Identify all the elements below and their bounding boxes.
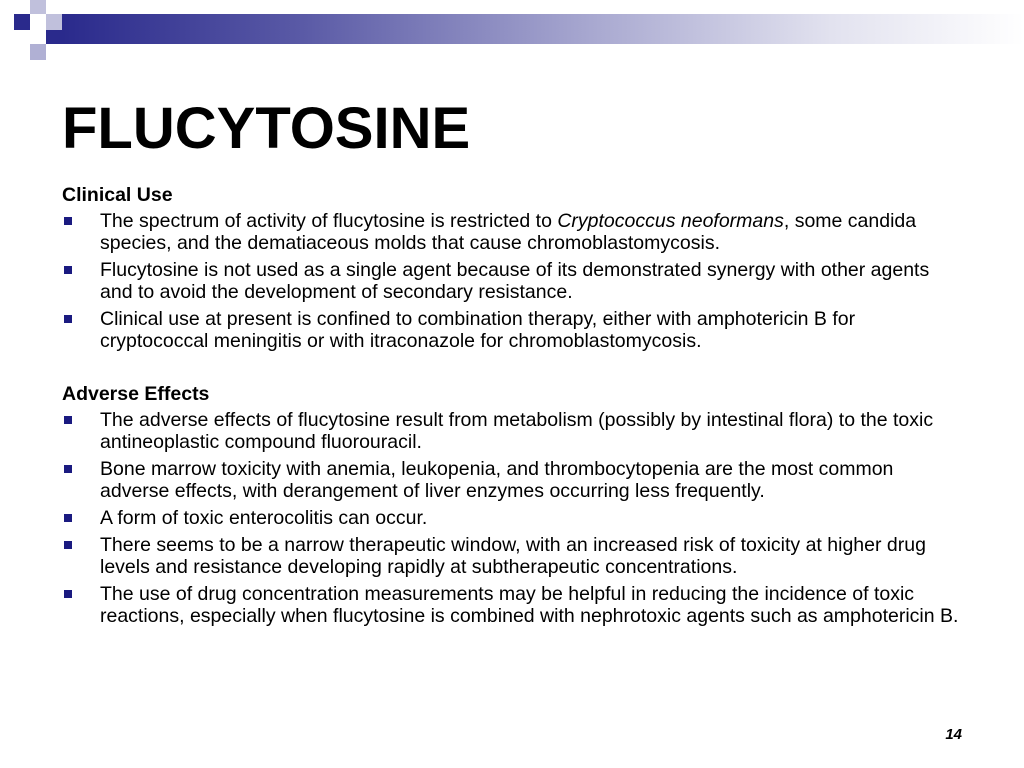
list-item bbox=[62, 210, 967, 254]
list-item bbox=[62, 259, 967, 303]
square-bullet-icon bbox=[64, 514, 72, 522]
decor-square bbox=[46, 30, 62, 44]
square-bullet-icon bbox=[64, 266, 72, 274]
bullet-text: There seems to be a narrow therapeutic window, with an increased risk of toxicity at higher drug levels and resistance developing rapidly at subtherapeutic concentrations. bbox=[100, 534, 926, 578]
bullet-text: The spectrum of activity of flucytosine is restricted to Cryptococcus neoformans, some candida species, and the dematiaceous molds that cause chromoblastomycosis. bbox=[100, 210, 917, 254]
bullet-list-adverse-effects bbox=[62, 409, 967, 627]
slide-number: 14 bbox=[945, 726, 962, 743]
organism-name: Cryptococcus neoformans bbox=[557, 210, 784, 232]
header-gradient-bar bbox=[62, 14, 1024, 44]
list-item bbox=[62, 583, 967, 627]
list-item bbox=[62, 409, 967, 453]
bullet-text: Bone marrow toxicity with anemia, leukopenia, and thrombocytopenia are the most common adverse effects, with derangement of liver enzymes occurring less frequently. bbox=[100, 458, 894, 502]
bullet-text: The use of drug concentration measurements may be helpful in reducing the incidence of toxic reactions, especially when flucytosine is combined with nephrotoxic agents such as amphotericin B. bbox=[100, 583, 959, 627]
decor-square bbox=[30, 44, 46, 60]
bullet-list-clinical-use bbox=[62, 210, 967, 352]
square-bullet-icon bbox=[64, 541, 72, 549]
square-bullet-icon bbox=[64, 590, 72, 598]
decor-square bbox=[30, 0, 46, 14]
bullet-text: The adverse effects of flucytosine result from metabolism (possibly by intestinal flora) to the toxic antineoplastic compound fluorouracil. bbox=[100, 409, 934, 453]
list-item bbox=[62, 458, 967, 502]
slide-title: FLUCYTOSINE bbox=[62, 96, 471, 161]
square-bullet-icon bbox=[64, 465, 72, 473]
decor-square bbox=[14, 14, 30, 30]
bullet-text: Clinical use at present is confined to combination therapy, either with amphotericin B for cryptococcal meningitis or with itraconazole for chromoblastomycosis. bbox=[100, 308, 856, 352]
list-item bbox=[62, 534, 967, 578]
list-item bbox=[62, 308, 967, 352]
slide-content bbox=[62, 184, 967, 632]
list-item bbox=[62, 507, 967, 529]
section-heading-adverse-effects: Adverse Effects bbox=[62, 383, 210, 405]
bullet-text: A form of toxic enterocolitis can occur. bbox=[100, 507, 428, 529]
square-bullet-icon bbox=[64, 217, 72, 225]
bullet-text: Flucytosine is not used as a single agent because of its demonstrated synergy with other agents and to avoid the development of secondary resistance. bbox=[100, 259, 930, 303]
section-heading-clinical-use: Clinical Use bbox=[62, 184, 173, 206]
decor-square bbox=[30, 14, 46, 44]
decor-square bbox=[46, 14, 62, 30]
square-bullet-icon bbox=[64, 416, 72, 424]
square-bullet-icon bbox=[64, 315, 72, 323]
